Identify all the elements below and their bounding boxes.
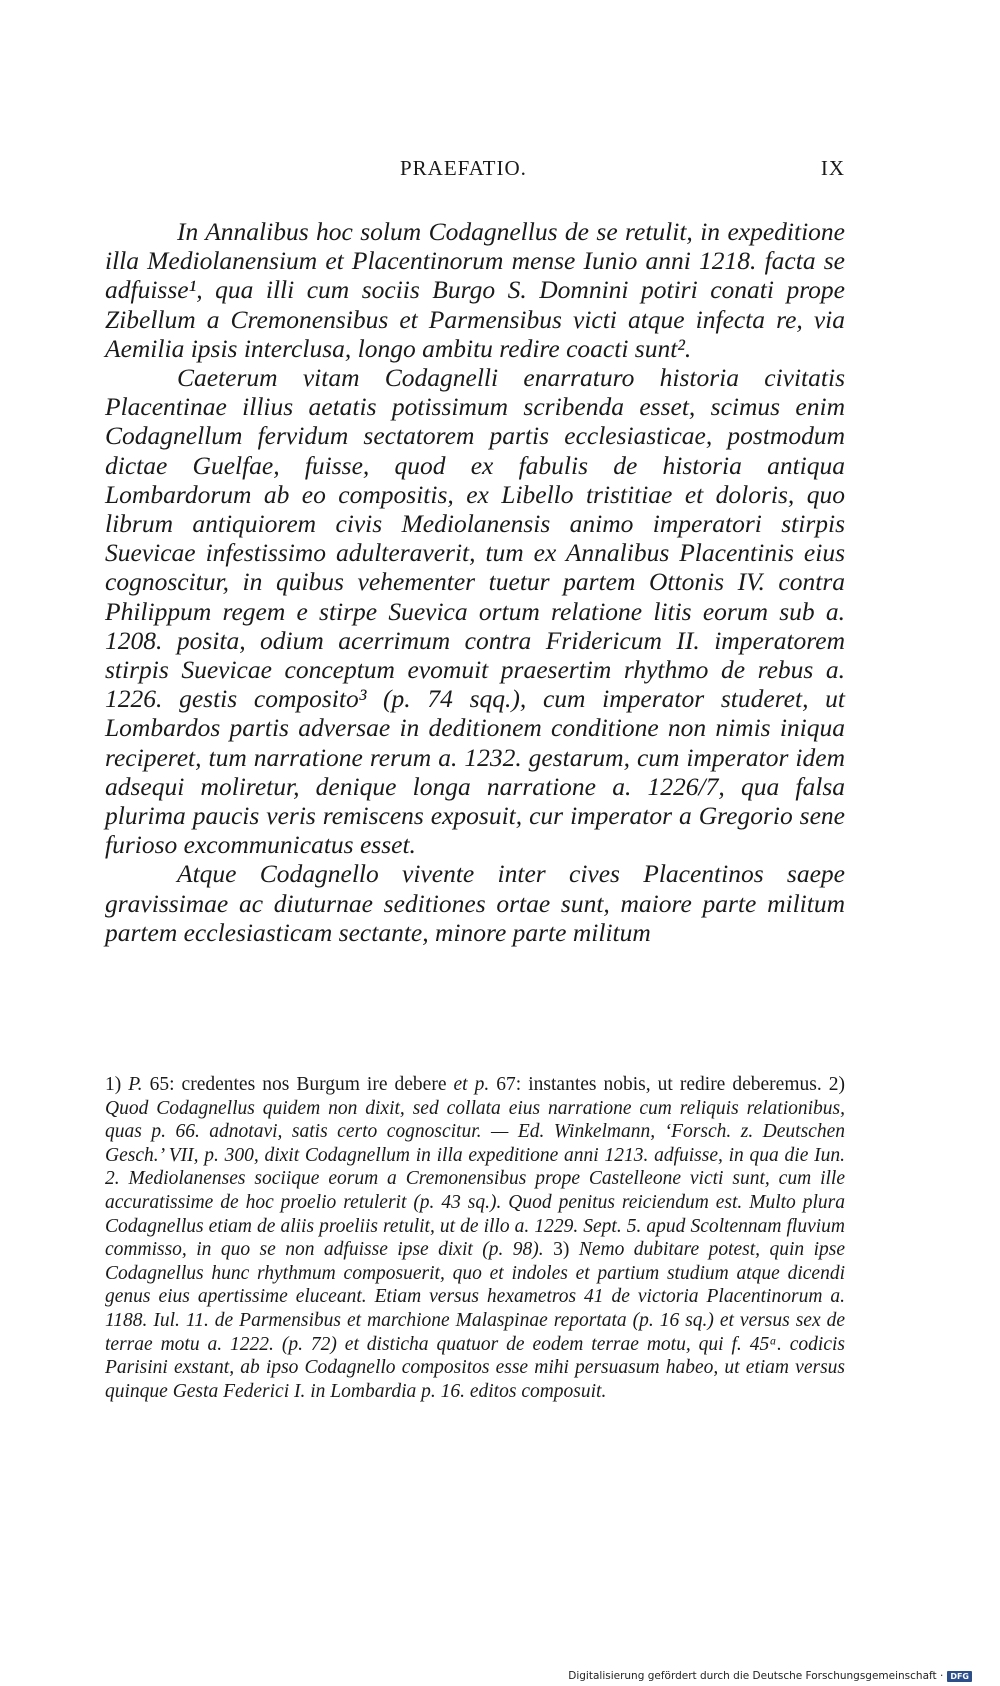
- main-text: [105, 217, 845, 947]
- footnote-1-text: 67: instantes nobis, ut redire deberemus.: [489, 1074, 822, 1095]
- paragraph: Atque Codagnello vivente inter cives Placentinos saepe gravissimae ac diuturnae seditiones ortae sunt, maiore parte militum partem ecclesiasticam sectante, minore parte militum: [105, 859, 845, 947]
- footnote-1-marker: 1): [105, 1074, 129, 1095]
- footnote-3-text: Nemo dubitare potest, quin ipse Codagnellus hunc rhythmum composuerit, quo et indoles et partium studium atque dicendi genus eius apertissime eluceant. Etiam versus hexametros 41 de victoria Placentinorum a. 1188. Iul. 11. de Parmensibus et marchione Malaspinae reportata (p. 16 sq.) et versus sex de terrae motu a. 1222. (p. 72) et disticha quatuor de eodem terrae motu, qui f. 45ᵃ. codicis Parisini exstant, ab ipso Codagnello compositos esse mihi persuasum habeo, ut etiam versus quinque Gesta Federici I. in Lombardia p. 16. editos composuit.: [105, 1239, 845, 1402]
- footnote-3-marker: 3): [543, 1239, 579, 1261]
- page-header: [105, 152, 845, 186]
- credit-text: Digitalisierung gefördert durch die Deutsche Forschungsgemeinschaft ·: [568, 1670, 944, 1682]
- footnote-1-ref: et p.: [453, 1074, 490, 1095]
- footnote-1-text: 65: credentes nos Burgum ire debere: [142, 1074, 454, 1095]
- footnote-2-text: Quod Codagnellus quidem non dixit, sed collata eius narratione cum reliquis relationibus, quas p. 66. adnotavi, satis certo cognoscitur. — Ed. Winkelmann, ‘Forsch. z. Deutschen Gesch.’ VII, p. 300, dixit Codagnellum in illa expeditione anni 1213. adfuisse, in qua die Iun. 2. Mediolanenses sociique eorum a Cremonensibus prope Castelleone victi sunt, cum ille accuratissime de hoc proelio retulerit (p. 43 sq.). Quod penitus reiciendum est. Multo plura Codagnellus etiam de aliis proeliis retulit, ut de illo a. 1229. Sept. 5. apud Scoltennam fluvium commisso, in quo se non adfuisse ipse dixit (p. 98).: [105, 1097, 845, 1261]
- dfg-logo-icon: DFG: [947, 1671, 972, 1682]
- footnote-1-ref: P.: [128, 1074, 143, 1095]
- footnote-2-marker: 2): [821, 1074, 845, 1095]
- running-title: PRAEFATIO.: [400, 156, 527, 180]
- paragraph: Caeterum vitam Codagnelli enarraturo historia civitatis Placentinae illius aetatis potissimum scribenda esset, scimus enim Codagnellum fervidum sectatorem partis ecclesiasticae, postmodum dictae Guelfae, fuisse, quod ex fabulis de historia antiqua Lombardorum ab eo compositis, ex Libello tristitiae et doloris, quo librum antiquiorem civis Mediolanensis animo imperatori stirpis Suevicae infestissimo adulteraverit, tum ex Annalibus Placentinis eius cognoscitur, in quibus vehementer tuetur partem Ottonis IV. contra Philippum regem e stirpe Suevica ortum relatione litis eorum sub a. 1208. posita, odium acerrimum contra Fridericum II. imperatorem stirpis Suevicae conceptum evomuit praesertim rhythmo de rebus a. 1226. gestis composito³ (p. 74 sqq.), cum imperator studeret, ut Lombardos partis adversae in deditionem conditione non nimis iniqua reciperet, tum narratione rerum a. 1232. gestarum, cum imperator idem adsequi moliretur, denique longa narratione a. 1226/7, qua falsa plurima paucis veris remiscens exposuit, cur imperator a Gregorio sene furioso excommunicatus esset.: [105, 363, 845, 860]
- digitization-credit: [568, 1670, 972, 1682]
- page-number: IX: [820, 156, 845, 180]
- footnotes: [105, 1073, 845, 1403]
- paragraph: In Annalibus hoc solum Codagnellus de se retulit, in expeditione illa Mediolanensium et Placentinorum mense Iunio anni 1218. facta se adfuisse¹, qua illi cum sociis Burgo S. Domnini potiri conati prope Zibellum a Cremonensibus et Parmensibus victi atque infecta re, via Aemilia ipsis interclusa, longo ambitu redire coacti sunt².: [105, 217, 845, 363]
- footnote-block: [105, 1073, 845, 1403]
